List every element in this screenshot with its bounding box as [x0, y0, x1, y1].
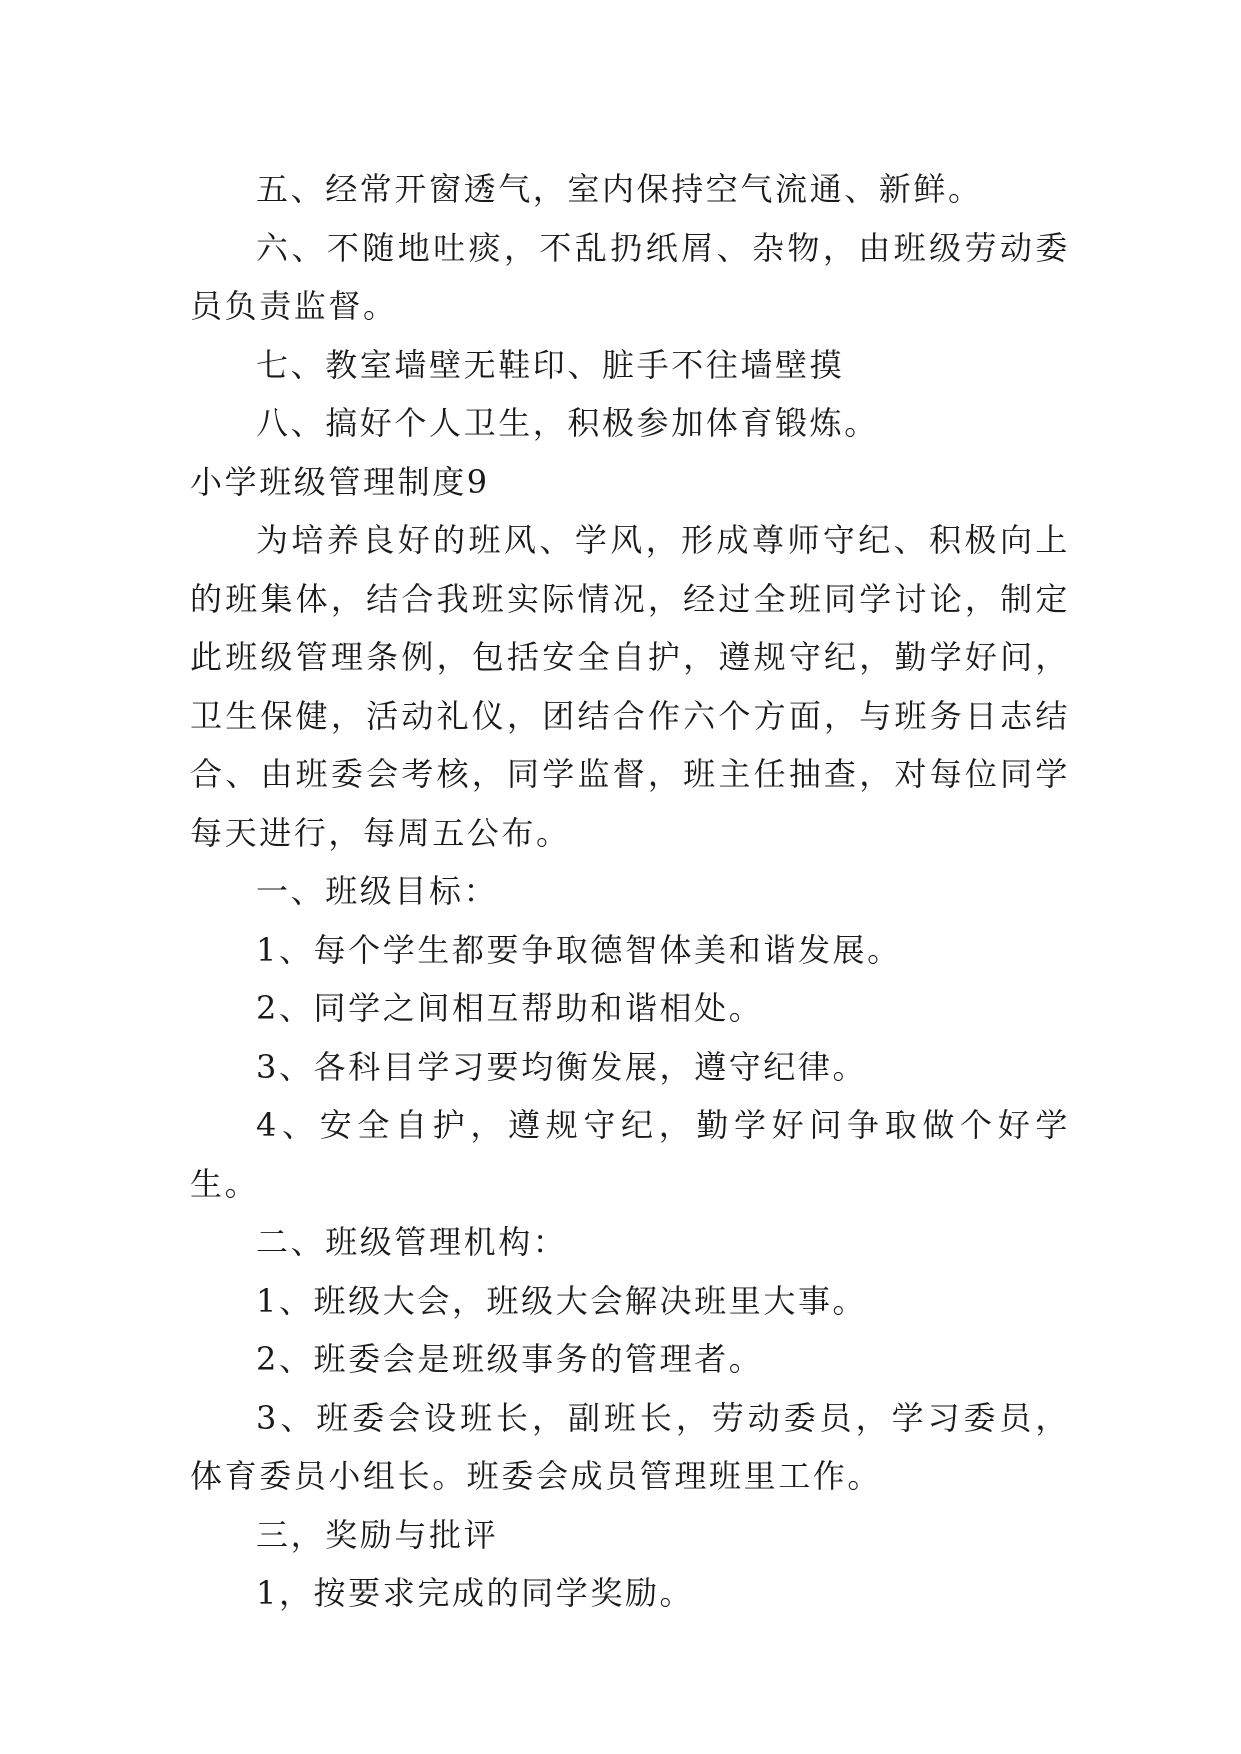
list-item: 4、安全自护，遵规守纪，勤学好问争取做个好学生。: [190, 1106, 1070, 1203]
list-item: 1，按要求完成的同学奖励。: [256, 1574, 695, 1612]
document-body: [190, 160, 1070, 1623]
section-heading-organization: 二、班级管理机构：: [256, 1223, 568, 1261]
paragraph-item-8: 八、搞好个人卫生，积极参加体育锻炼。: [256, 404, 879, 442]
intro-paragraph: 为培养良好的班风、学风，形成尊师守纪、积极向上的班集体，结合我班实际情况，经过全班同学讨论，制定此班级管理条例，包括安全自护，遵规守纪，勤学好问，卫生保健，活动礼仪，团结合作六个方面，与班务日志结合、由班委会考核，同学监督，班主任抽查，对每位同学每天进行，每周五公布。: [190, 521, 1070, 852]
list-item: 2、班委会是班级事务的管理者。: [256, 1340, 764, 1378]
section-heading-goals: 一、班级目标：: [256, 872, 499, 910]
section-heading-rewards: 三，奖励与批评: [256, 1515, 499, 1554]
paragraph-item-6: 六、不随地吐痰，不乱扔纸屑、杂物，由班级劳动委员负责监督。: [190, 228, 1070, 325]
list-item: 1、每个学生都要争取德智体美和谐发展。: [256, 930, 902, 969]
section-title: 小学班级管理制度9: [190, 462, 490, 501]
list-item: 1、班级大会，班级大会解决班里大事。: [256, 1281, 868, 1320]
list-item: 2、同学之间相互帮助和谐相处。: [256, 989, 764, 1027]
paragraph-item-5: 五、经常开窗透气，室内保持空气流通、新鲜。: [256, 170, 983, 208]
list-item: 3、各科目学习要均衡发展，遵守纪律。: [256, 1047, 868, 1086]
list-item: 3、班委会设班长，副班长，劳动委员，学习委员，体育委员小组长。班委会成员管理班里工作。: [190, 1398, 1070, 1495]
paragraph-item-7: 七、教室墙壁无鞋印、脏手不往墙壁摸: [256, 345, 845, 384]
